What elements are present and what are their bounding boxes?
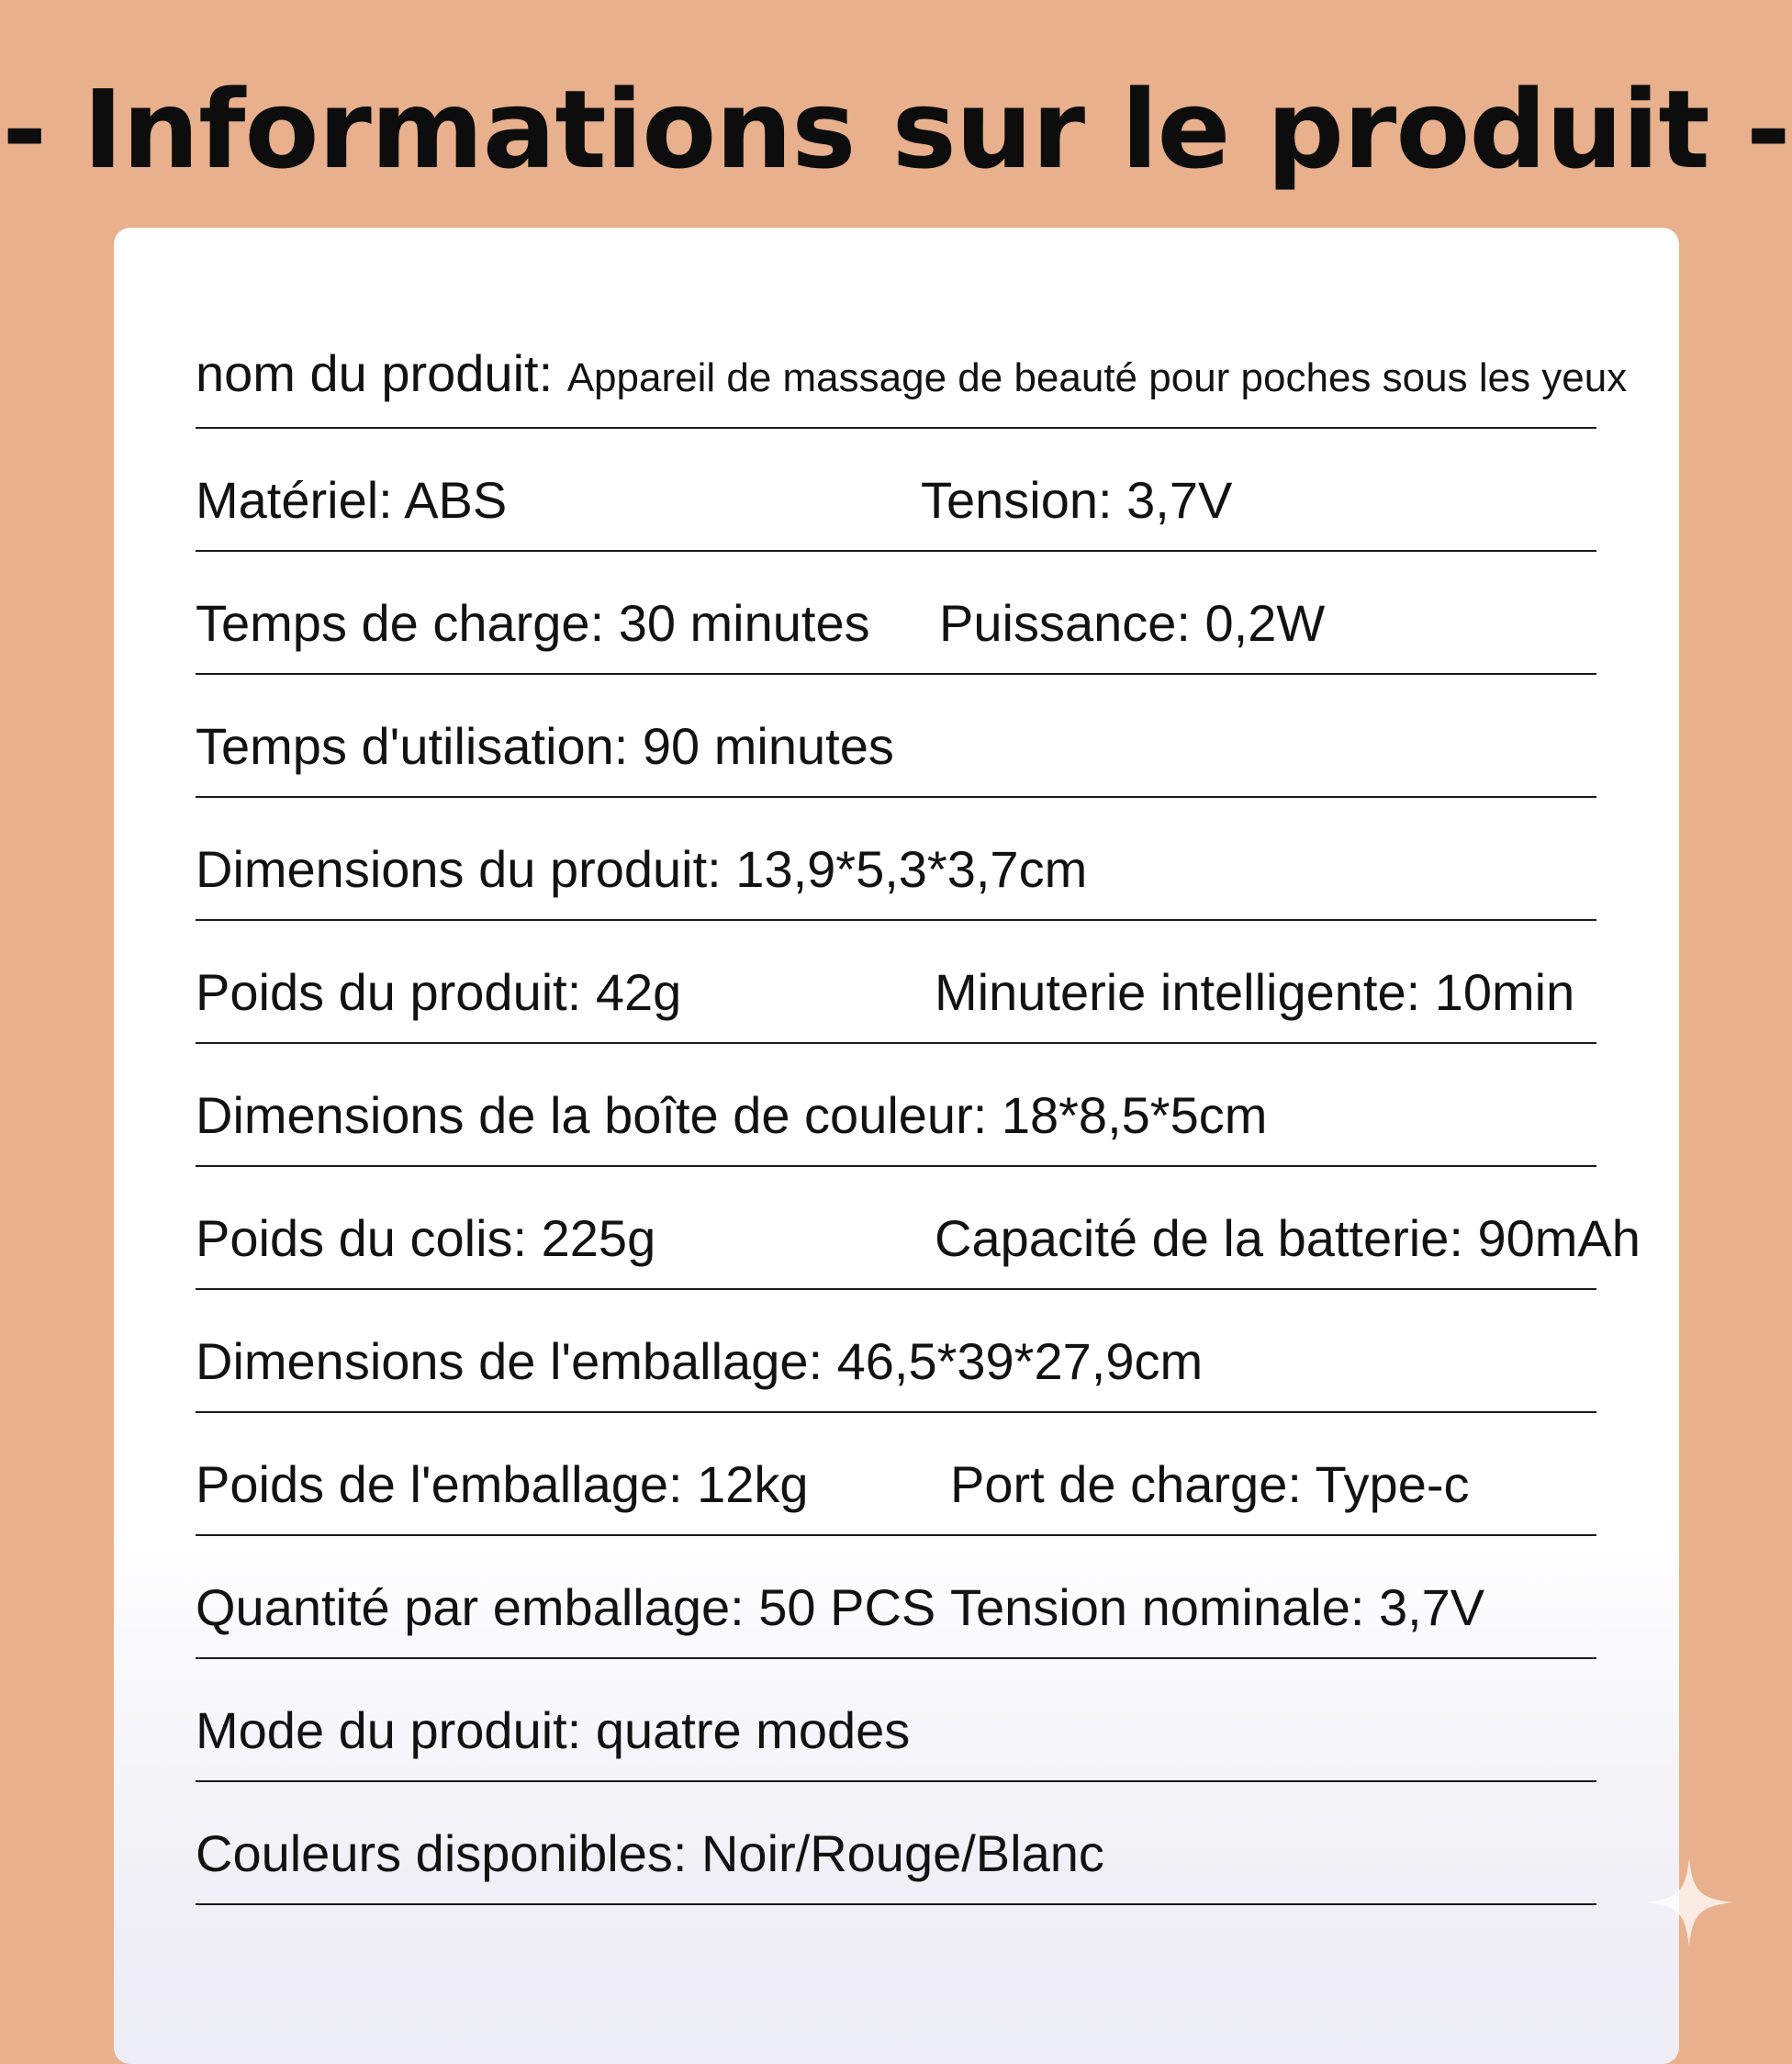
- spec-quantity-per-package: Quantité par emballage: 50 PCS: [196, 1578, 936, 1636]
- sparkle-icon: [1643, 1856, 1735, 1948]
- spec-product-mode: Mode du produit: quatre modes: [196, 1701, 911, 1759]
- spec-power: Puissance: 0,2W: [939, 594, 1326, 652]
- spec-value: Appareil de massage de beauté pour poches sous les yeux: [566, 355, 1628, 400]
- spec-smart-timer: Minuterie intelligente: 10min: [935, 963, 1575, 1021]
- spec-available-colors: Couleurs disponibles: Noir/Rouge/Blanc: [196, 1824, 1104, 1882]
- spec-product-weight: Poids du produit: 42g: [196, 963, 682, 1021]
- spec-packaging-weight: Poids de l'emballage: 12kg: [196, 1455, 809, 1513]
- spec-product-name: [196, 343, 1627, 403]
- spec-row-color-box-dimensions: [196, 1044, 1596, 1167]
- spec-row-packaging-weight: [196, 1413, 1596, 1536]
- spec-row-packaging-dimensions: [196, 1290, 1596, 1413]
- spec-row-parcel-weight: [196, 1167, 1641, 1290]
- page-title: - Informations sur le produit -: [2, 66, 1790, 193]
- spec-row-usage-time: [196, 675, 1596, 798]
- spec-row-charge-time: [196, 552, 1596, 675]
- spec-row-product-mode: [196, 1659, 1596, 1782]
- spec-battery-capacity: Capacité de la batterie: 90mAh: [935, 1209, 1641, 1267]
- spec-row-product-weight: [196, 921, 1596, 1044]
- spec-row-product-dimensions: [196, 798, 1596, 921]
- spec-usage-time: Temps d'utilisation: 90 minutes: [196, 717, 894, 775]
- spec-row-available-colors: [196, 1782, 1596, 1905]
- spec-material: Matériel: ABS: [196, 471, 508, 529]
- spec-product-dimensions: Dimensions du produit: 13,9*5,3*3,7cm: [196, 840, 1088, 898]
- spec-packaging-dimensions: Dimensions de l'emballage: 46,5*39*27,9cm: [196, 1332, 1204, 1390]
- spec-charge-time: Temps de charge: 30 minutes: [196, 594, 870, 652]
- spec-nominal-voltage: Tension nominale: 3,7V: [950, 1578, 1485, 1636]
- spec-color-box-dimensions: Dimensions de la boîte de couleur: 18*8,5*5cm: [196, 1086, 1268, 1144]
- spec-row-material: [196, 429, 1596, 552]
- spec-row-quantity-per-package: [196, 1536, 1596, 1659]
- spec-voltage: Tension: 3,7V: [921, 471, 1233, 529]
- spec-row-product-name: [196, 306, 1628, 429]
- spec-charging-port: Port de charge: Type-c: [950, 1455, 1470, 1513]
- spec-label: nom du produit:: [196, 344, 554, 402]
- spec-parcel-weight: Poids du colis: 225g: [196, 1209, 656, 1267]
